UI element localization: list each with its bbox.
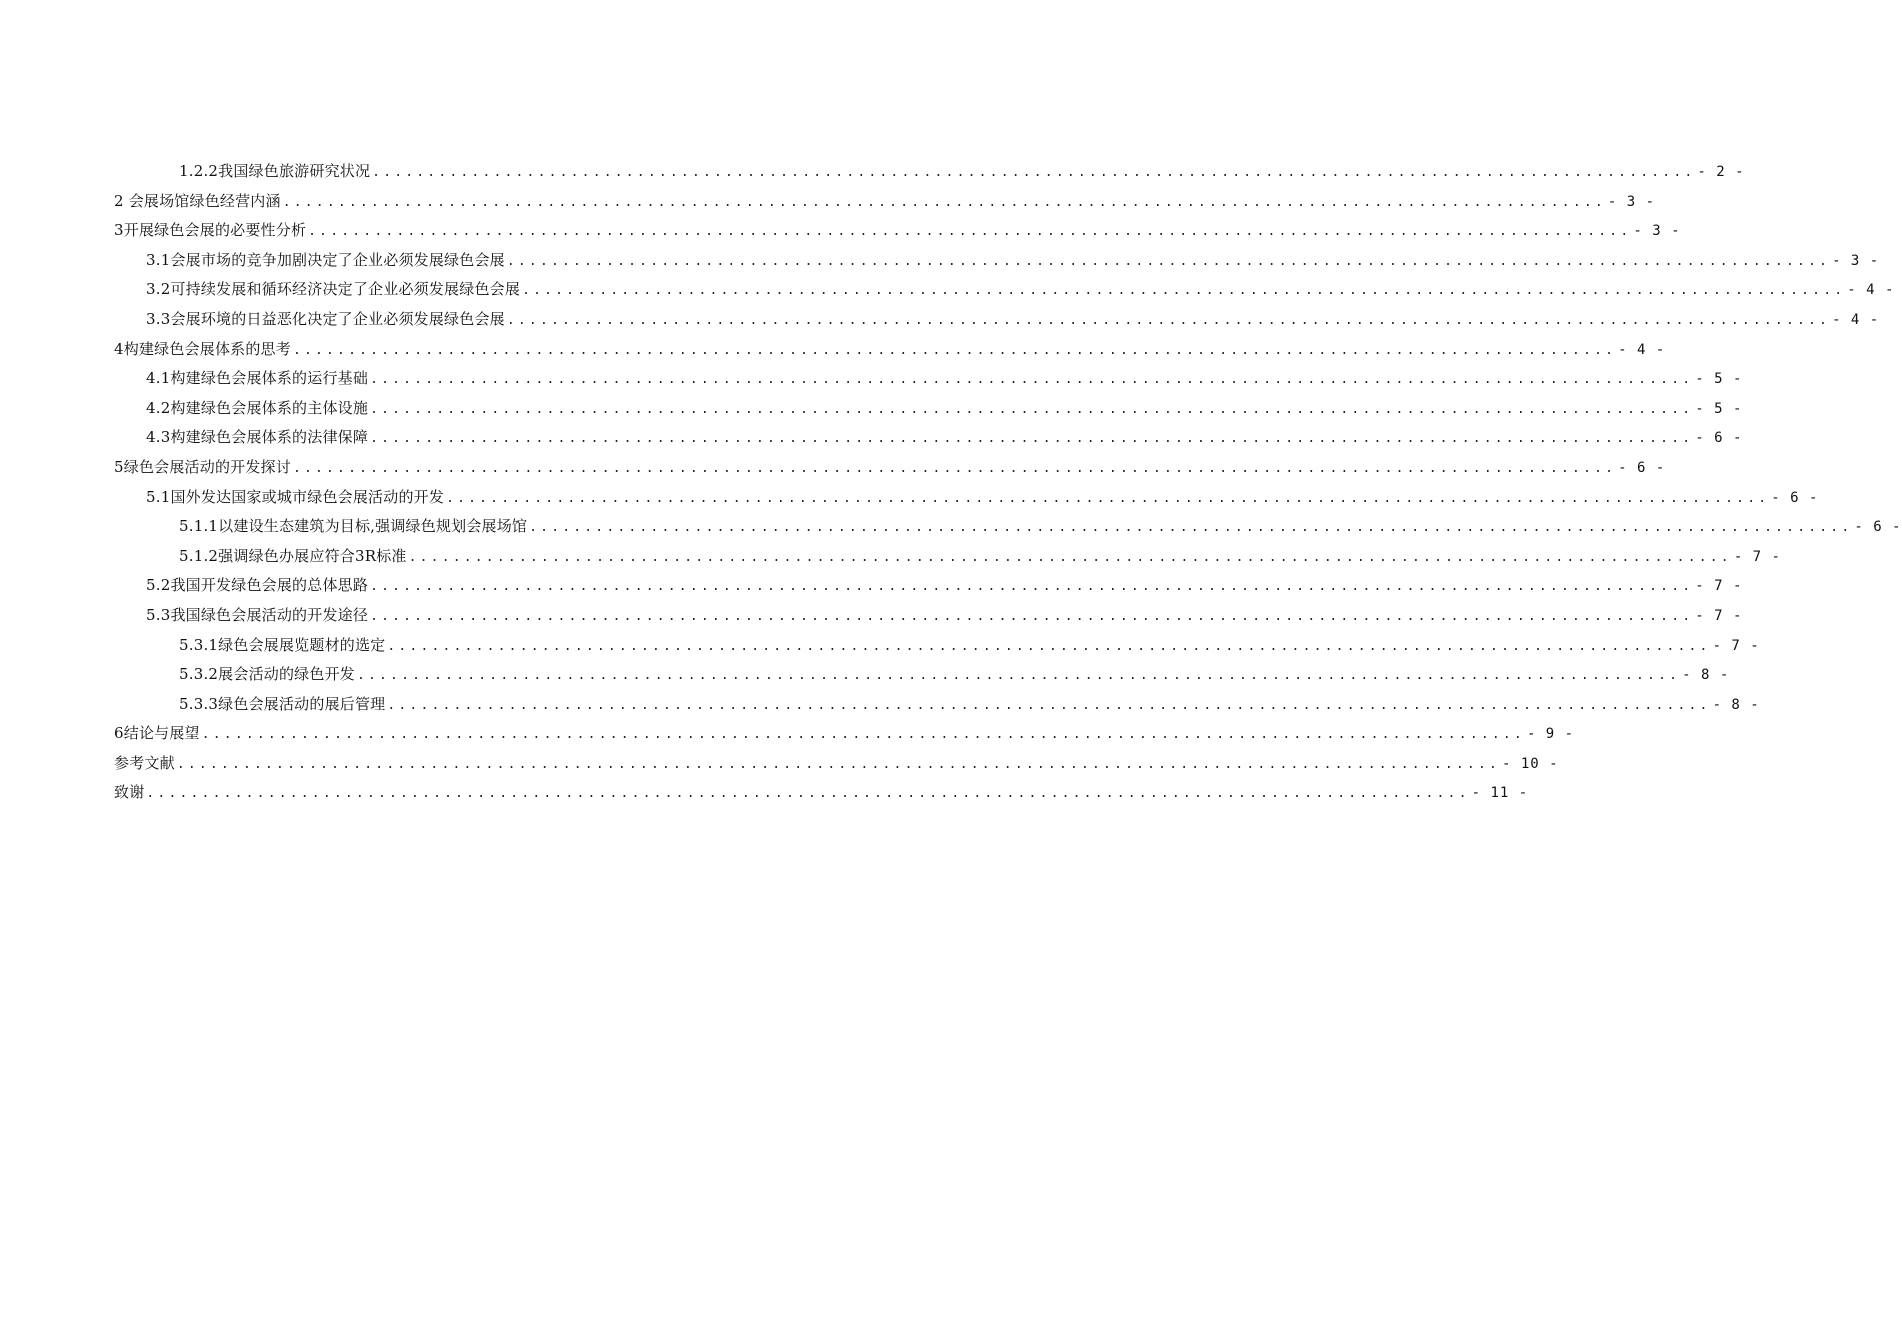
toc-entry[interactable] — [114, 246, 1880, 276]
toc-entry[interactable] — [114, 187, 1656, 217]
toc-entry-title: 5.3.2展会活动的绿色开发 — [179, 665, 355, 684]
toc-entry-page: - 8 - — [1712, 696, 1760, 713]
toc-entry-page: - 3 - — [1832, 252, 1880, 269]
toc-entry[interactable] — [114, 423, 1743, 453]
toc-entry-title: 5.1.1以建设生态建筑为目标,强调绿色规划会展场馆 — [179, 517, 528, 536]
table-of-contents — [114, 157, 1902, 808]
toc-dot-leader: ........................................................................................................................ — [506, 253, 1831, 269]
toc-entry-page: - 7 - — [1733, 548, 1781, 565]
toc-entry-title: 5.3.3绿色会展活动的展后管理 — [179, 694, 386, 713]
toc-entry[interactable] — [114, 394, 1743, 424]
toc-dot-leader: ........................................................................................................................ — [201, 727, 1525, 743]
toc-dot-leader: ........................................................................................................................ — [408, 549, 1732, 565]
toc-entry-title: 4.2构建绿色会展体系的主体设施 — [146, 398, 369, 417]
toc-dot-leader: ........................................................................................................................ — [370, 431, 1694, 447]
toc-entry[interactable] — [114, 778, 1529, 808]
toc-entry-page: - 10 - — [1502, 755, 1559, 772]
toc-entry-page: - 4 - — [1832, 311, 1880, 328]
toc-entry[interactable] — [114, 601, 1743, 631]
toc-entry[interactable] — [114, 216, 1681, 246]
toc-entry[interactable] — [114, 275, 1895, 305]
toc-dot-leader: ........................................................................................................................ — [370, 401, 1694, 417]
toc-dot-leader: ........................................................................................................................ — [522, 283, 1846, 299]
toc-entry-title: 5.1国外发达国家或城市绿色会展活动的开发 — [146, 487, 445, 506]
toc-entry-page: - 4 - — [1618, 341, 1666, 358]
toc-entry[interactable] — [114, 483, 1819, 513]
toc-dot-leader: ........................................................................................................................ — [372, 165, 1696, 180]
toc-entry-title: 4构建绿色会展体系的思考 — [114, 339, 291, 358]
toc-entry-page: - 4 - — [1847, 282, 1895, 299]
toc-entry[interactable] — [114, 660, 1730, 690]
toc-entry-page: - 5 - — [1695, 371, 1743, 388]
toc-entry-page: - 3 - — [1633, 223, 1681, 240]
toc-dot-leader: ........................................................................................................................ — [308, 224, 1632, 240]
toc-entry[interactable] — [114, 512, 1902, 542]
toc-entry[interactable] — [114, 542, 1781, 572]
toc-entry-page: - 6 - — [1771, 489, 1819, 506]
toc-entry[interactable] — [114, 719, 1575, 749]
toc-dot-leader: ........................................................................................................................ — [292, 342, 1617, 358]
toc-entry-title: 4.1构建绿色会展体系的运行基础 — [146, 369, 369, 388]
toc-entry-title: 5.2我国开发绿色会展的总体思路 — [146, 576, 369, 595]
toc-entry-title: 5绿色会展活动的开发探讨 — [114, 457, 291, 476]
toc-dot-leader: ........................................................................................................................ — [387, 638, 1711, 654]
toc-entry-title: 3.1会展市场的竞争加剧决定了企业必须发展绿色会展 — [146, 250, 505, 269]
toc-dot-leader: ........................................................................................................................ — [146, 786, 1470, 802]
toc-entry-title: 4.3构建绿色会展体系的法律保障 — [146, 428, 369, 447]
toc-dot-leader: ........................................................................................................................ — [370, 372, 1694, 388]
toc-entry-title: 5.3我国绿色会展活动的开发途径 — [146, 605, 369, 624]
toc-dot-leader: ........................................................................................................................ — [387, 697, 1711, 713]
toc-dot-leader: ........................................................................................................................ — [506, 312, 1831, 328]
toc-entry[interactable] — [114, 364, 1743, 394]
toc-entry[interactable] — [114, 335, 1666, 365]
toc-entry-page: - 7 - — [1695, 607, 1743, 624]
toc-entry-title: 6结论与展望 — [114, 724, 200, 743]
toc-dot-leader: ........................................................................................................................ — [370, 608, 1694, 624]
toc-entry-page: - 6 - — [1854, 519, 1902, 536]
toc-dot-leader: ........................................................................................................................ — [446, 490, 1770, 506]
toc-entry-title: 参考文献 — [114, 753, 175, 772]
toc-entry-title: 5.1.2强调绿色办展应符合3R标准 — [179, 546, 407, 565]
toc-entry[interactable] — [114, 305, 1880, 335]
toc-entry-page: - 6 - — [1695, 430, 1743, 447]
toc-entry-page: - 8 - — [1682, 667, 1730, 684]
toc-dot-leader: ........................................................................................................................ — [529, 520, 1853, 536]
toc-entry-page: - 9 - — [1526, 726, 1575, 743]
toc-entry-title: 致谢 — [114, 783, 145, 802]
toc-dot-leader: ........................................................................................................................ — [356, 668, 1681, 684]
toc-entry-title: 3.3会展环境的日益恶化决定了企业必须发展绿色会展 — [146, 309, 505, 328]
toc-entry-title: 5.3.1绿色会展展览题材的选定 — [179, 635, 386, 654]
toc-entry[interactable] — [114, 157, 1745, 187]
toc-entry-page: - 2 - — [1697, 164, 1745, 180]
toc-entry[interactable] — [114, 453, 1666, 483]
toc-entry[interactable] — [114, 749, 1559, 779]
toc-dot-leader: ........................................................................................................................ — [282, 194, 1606, 210]
toc-dot-leader: ........................................................................................................................ — [292, 460, 1617, 476]
toc-entry-page: - 3 - — [1607, 193, 1656, 210]
toc-entry[interactable] — [114, 571, 1743, 601]
toc-entry-page: - 11 - — [1471, 785, 1529, 802]
toc-entry-page: - 7 - — [1712, 637, 1760, 654]
toc-entry-page: - 7 - — [1695, 578, 1743, 595]
toc-entry[interactable] — [114, 690, 1760, 720]
toc-entry-title: 3开展绿色会展的必要性分析 — [114, 221, 307, 240]
toc-dot-leader: ........................................................................................................................ — [176, 756, 1501, 772]
toc-entry-page: - 6 - — [1618, 459, 1666, 476]
toc-entry-title: 3.2可持续发展和循环经济决定了企业必须发展绿色会展 — [146, 280, 521, 299]
toc-entry-title: 2 会展场馆绿色经营内涵 — [114, 191, 281, 210]
toc-entry-title: 1.2.2我国绿色旅游研究状况 — [179, 162, 371, 180]
toc-entry[interactable] — [114, 631, 1760, 661]
toc-entry-page: - 5 - — [1695, 400, 1743, 417]
toc-dot-leader: ........................................................................................................................ — [370, 579, 1694, 595]
